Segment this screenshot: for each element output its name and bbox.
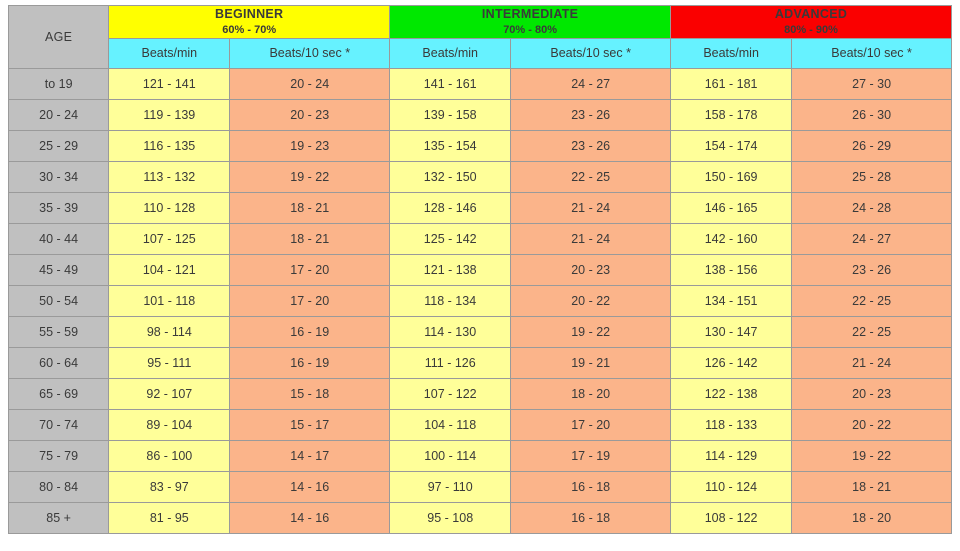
age-cell: 60 - 64 [9,347,109,378]
bpm-cell: 97 - 110 [390,471,511,502]
beats-10sec-cell: 17 - 20 [511,409,671,440]
table-header-zones [9,6,952,39]
table-row [9,254,952,285]
bpm-cell: 100 - 114 [390,440,511,471]
table-row [9,68,952,99]
age-cell: 80 - 84 [9,471,109,502]
bpm-cell: 114 - 129 [671,440,792,471]
bpm-cell: 111 - 126 [390,347,511,378]
bpm-cell: 118 - 134 [390,285,511,316]
beats-10sec-cell: 22 - 25 [792,316,952,347]
bpm-cell: 121 - 138 [390,254,511,285]
subheader-intermediate-bpm: Beats/min [390,38,511,68]
age-cell: 85 + [9,502,109,533]
beats-10sec-cell: 19 - 22 [511,316,671,347]
table-row [9,223,952,254]
beats-10sec-cell: 15 - 17 [230,409,390,440]
beats-10sec-cell: 18 - 20 [511,378,671,409]
table-row [9,161,952,192]
age-cell: 55 - 59 [9,316,109,347]
table-row [9,409,952,440]
bpm-cell: 134 - 151 [671,285,792,316]
beats-10sec-cell: 23 - 26 [792,254,952,285]
age-cell: 35 - 39 [9,192,109,223]
beats-10sec-cell: 25 - 28 [792,161,952,192]
beats-10sec-cell: 21 - 24 [511,192,671,223]
beats-10sec-cell: 15 - 18 [230,378,390,409]
bpm-cell: 121 - 141 [109,68,230,99]
bpm-cell: 135 - 154 [390,130,511,161]
bpm-cell: 142 - 160 [671,223,792,254]
bpm-cell: 114 - 130 [390,316,511,347]
beats-10sec-cell: 16 - 19 [230,316,390,347]
bpm-cell: 107 - 125 [109,223,230,254]
header-age: AGE [9,6,109,69]
bpm-cell: 86 - 100 [109,440,230,471]
age-cell: to 19 [9,68,109,99]
beats-10sec-cell: 14 - 16 [230,471,390,502]
beats-10sec-cell: 20 - 22 [511,285,671,316]
table-row [9,99,952,130]
table-body [9,68,952,533]
subheader-advanced-10sec: Beats/10 sec * [792,38,952,68]
beats-10sec-cell: 24 - 28 [792,192,952,223]
zone-percent-intermediate: 70% - 80% [503,23,557,36]
beats-10sec-cell: 24 - 27 [511,68,671,99]
bpm-cell: 89 - 104 [109,409,230,440]
beats-10sec-cell: 16 - 19 [230,347,390,378]
bpm-cell: 154 - 174 [671,130,792,161]
age-cell: 50 - 54 [9,285,109,316]
bpm-cell: 125 - 142 [390,223,511,254]
beats-10sec-cell: 21 - 24 [511,223,671,254]
bpm-cell: 139 - 158 [390,99,511,130]
zone-name-advanced: ADVANCED [774,7,848,21]
beats-10sec-cell: 20 - 23 [792,378,952,409]
table-row [9,316,952,347]
bpm-cell: 119 - 139 [109,99,230,130]
zone-name-beginner: BEGINNER [215,7,284,21]
age-cell: 25 - 29 [9,130,109,161]
subheader-beginner-10sec: Beats/10 sec * [230,38,390,68]
bpm-cell: 110 - 128 [109,192,230,223]
beats-10sec-cell: 20 - 23 [511,254,671,285]
age-cell: 45 - 49 [9,254,109,285]
beats-10sec-cell: 19 - 23 [230,130,390,161]
beats-10sec-cell: 16 - 18 [511,502,671,533]
table-row [9,130,952,161]
beats-10sec-cell: 19 - 21 [511,347,671,378]
beats-10sec-cell: 18 - 21 [792,471,952,502]
beats-10sec-cell: 24 - 27 [792,223,952,254]
bpm-cell: 95 - 108 [390,502,511,533]
bpm-cell: 95 - 111 [109,347,230,378]
age-cell: 40 - 44 [9,223,109,254]
zone-name-intermediate: INTERMEDIATE [481,7,579,21]
bpm-cell: 138 - 156 [671,254,792,285]
beats-10sec-cell: 19 - 22 [792,440,952,471]
bpm-cell: 158 - 178 [671,99,792,130]
table-row [9,347,952,378]
bpm-cell: 98 - 114 [109,316,230,347]
bpm-cell: 92 - 107 [109,378,230,409]
beats-10sec-cell: 20 - 23 [230,99,390,130]
bpm-cell: 146 - 165 [671,192,792,223]
header-zone-intermediate [390,6,671,39]
bpm-cell: 126 - 142 [671,347,792,378]
beats-10sec-cell: 19 - 22 [230,161,390,192]
beats-10sec-cell: 16 - 18 [511,471,671,502]
beats-10sec-cell: 21 - 24 [792,347,952,378]
beats-10sec-cell: 23 - 26 [511,99,671,130]
bpm-cell: 110 - 124 [671,471,792,502]
bpm-cell: 116 - 135 [109,130,230,161]
beats-10sec-cell: 17 - 20 [230,285,390,316]
header-zone-beginner [109,6,390,39]
table-row [9,285,952,316]
subheader-advanced-bpm: Beats/min [671,38,792,68]
age-cell: 30 - 34 [9,161,109,192]
beats-10sec-cell: 17 - 20 [230,254,390,285]
table-row [9,378,952,409]
table-row [9,471,952,502]
bpm-cell: 130 - 147 [671,316,792,347]
beats-10sec-cell: 14 - 17 [230,440,390,471]
beats-10sec-cell: 18 - 21 [230,192,390,223]
bpm-cell: 83 - 97 [109,471,230,502]
bpm-cell: 81 - 95 [109,502,230,533]
zone-percent-beginner: 60% - 70% [222,23,277,36]
beats-10sec-cell: 26 - 29 [792,130,952,161]
subheader-intermediate-10sec: Beats/10 sec * [511,38,671,68]
table-row [9,502,952,533]
header-zone-advanced [671,6,952,39]
beats-10sec-cell: 20 - 24 [230,68,390,99]
bpm-cell: 141 - 161 [390,68,511,99]
bpm-cell: 161 - 181 [671,68,792,99]
beats-10sec-cell: 20 - 22 [792,409,952,440]
bpm-cell: 132 - 150 [390,161,511,192]
table-row [9,192,952,223]
heart-rate-table [8,5,952,534]
age-cell: 75 - 79 [9,440,109,471]
beats-10sec-cell: 18 - 20 [792,502,952,533]
table-header-subheads [9,38,952,68]
bpm-cell: 104 - 121 [109,254,230,285]
beats-10sec-cell: 14 - 16 [230,502,390,533]
bpm-cell: 107 - 122 [390,378,511,409]
beats-10sec-cell: 18 - 21 [230,223,390,254]
age-cell: 65 - 69 [9,378,109,409]
bpm-cell: 150 - 169 [671,161,792,192]
bpm-cell: 108 - 122 [671,502,792,533]
bpm-cell: 128 - 146 [390,192,511,223]
subheader-beginner-bpm: Beats/min [109,38,230,68]
bpm-cell: 104 - 118 [390,409,511,440]
beats-10sec-cell: 22 - 25 [792,285,952,316]
bpm-cell: 113 - 132 [109,161,230,192]
table-row [9,440,952,471]
beats-10sec-cell: 26 - 30 [792,99,952,130]
bpm-cell: 118 - 133 [671,409,792,440]
bpm-cell: 122 - 138 [671,378,792,409]
age-cell: 70 - 74 [9,409,109,440]
beats-10sec-cell: 17 - 19 [511,440,671,471]
zone-percent-advanced: 80% - 90% [784,23,838,36]
beats-10sec-cell: 27 - 30 [792,68,952,99]
beats-10sec-cell: 23 - 26 [511,130,671,161]
beats-10sec-cell: 22 - 25 [511,161,671,192]
age-cell: 20 - 24 [9,99,109,130]
bpm-cell: 101 - 118 [109,285,230,316]
